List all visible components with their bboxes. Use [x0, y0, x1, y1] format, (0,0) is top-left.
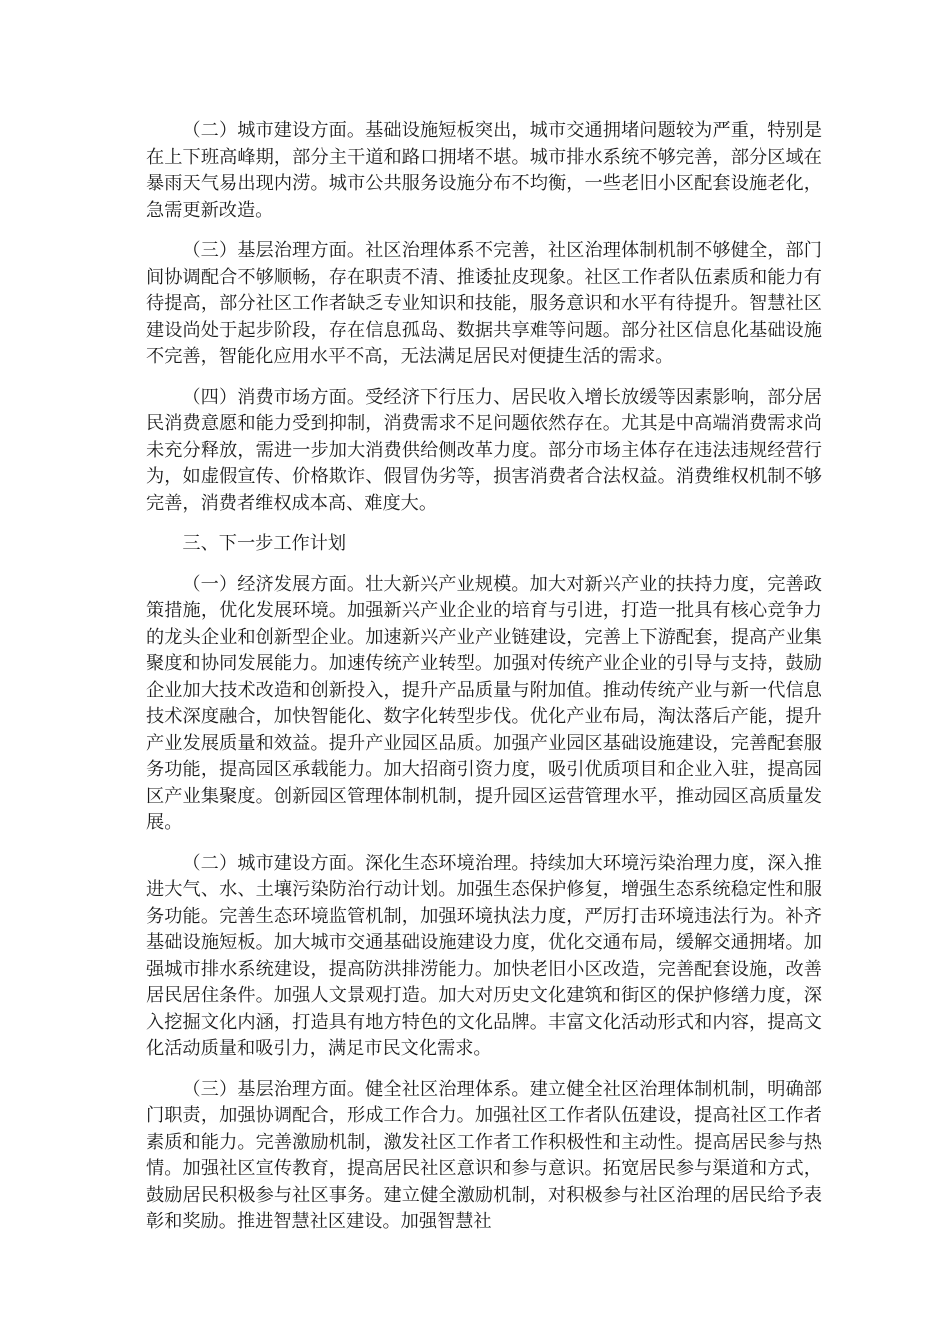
section-heading-next-steps: 三、下一步工作计划 [182, 533, 347, 554]
paragraph-urban-construction-issues: （二）城市建设方面。基础设施短板突出，城市交通拥堵问题较为严重，特别是在上下班高峰期，部分主干道和路口拥堵不堪。城市排水系统不够完善，部分区域在暴雨天气易出现内涝。城市公共服务设施分布不均衡，一些老旧小区配套设施老化，急需更新改造。 [146, 120, 822, 221]
paragraph-grassroots-governance-plan: （三）基层治理方面。健全社区治理体系。建立健全社区治理体制机制，明确部门职责，加强协调配合，形成工作合力。加强社区工作者队伍建设，提高社区工作者素质和能力。完善激励机制，激发社区工作者工作积极性和主动性。提高居民参与热情。加强社区宣传教育，提高居民社区意识和参与意识。拓宽居民参与渠道和方式，鼓励居民积极参与社区事务。建立健全激励机制，对积极参与社区治理的居民给予表彰和奖励。推进智慧社区建设。加强智慧社 [146, 1078, 822, 1232]
paragraph-consumer-market-issues: （四）消费市场方面。受经济下行压力、居民收入增长放缓等因素影响，部分居民消费意愿和能力受到抑制，消费需求不足问题依然存在。尤其是中高端消费需求尚未充分释放，需进一步加大消费供给侧改革力度。部分市场主体存在违法违规经营行为，如虚假宣传、价格欺诈、假冒伪劣等，损害消费者合法权益。消费维权机制不够完善，消费者维权成本高、难度大。 [146, 386, 822, 514]
paragraph-economic-development-plan: （一）经济发展方面。壮大新兴产业规模。加大对新兴产业的扶持力度，完善政策措施，优化发展环境。加强新兴产业企业的培育与引进，打造一批具有核心竞争力的龙头企业和创新型企业。加速新兴产业产业链建设，完善上下游配套，提高产业集聚度和协同发展能力。加速传统产业转型。加强对传统产业企业的引导与支持，鼓励企业加大技术改造和创新投入，提升产品质量与附加值。推动传统产业与新一代信息技术深度融合，加快智能化、数字化转型步伐。优化产业布局，淘汰落后产能，提升产业发展质量和效益。提升产业园区品质。加强产业园区基础设施建设，完善配套服务功能，提高园区承载能力。加大招商引资力度，吸引优质项目和企业入驻，提高园区产业集聚度。创新园区管理体制机制，提升园区运营管理水平，推动园区高质量发展。 [146, 573, 822, 833]
paragraph-grassroots-governance-issues: （三）基层治理方面。社区治理体系不完善，社区治理体制机制不够健全，部门间协调配合不够顺畅，存在职责不清、推诿扯皮现象。社区工作者队伍素质和能力有待提高，部分社区工作者缺乏专业知识和技能，服务意识和水平有待提升。智慧社区建设尚处于起步阶段，存在信息孤岛、数据共享难等问题。部分社区信息化基础设施不完善，智能化应用水平不高，无法满足居民对便捷生活的需求。 [146, 240, 822, 367]
paragraph-urban-construction-plan: （二）城市建设方面。深化生态环境治理。持续加大环境污染治理力度，深入推进大气、水、土壤污染防治行动计划。加强生态保护修复，增强生态系统稳定性和服务功能。完善生态环境监管机制，加强环境执法力度，严厉打击环境违法行为。补齐基础设施短板。加大城市交通基础设施建设力度，优化交通布局，缓解交通拥堵。加强城市排水系统建设，提高防洪排涝能力。加快老旧小区改造，完善配套设施，改善居民居住条件。加强人文景观打造。加大对历史文化建筑和街区的保护修缮力度，深入挖掘文化内涵，打造具有地方特色的文化品牌。丰富文化活动形式和内容，提高文化活动质量和吸引力，满足市民文化需求。 [146, 852, 822, 1059]
document-page [146, 118, 822, 1250]
